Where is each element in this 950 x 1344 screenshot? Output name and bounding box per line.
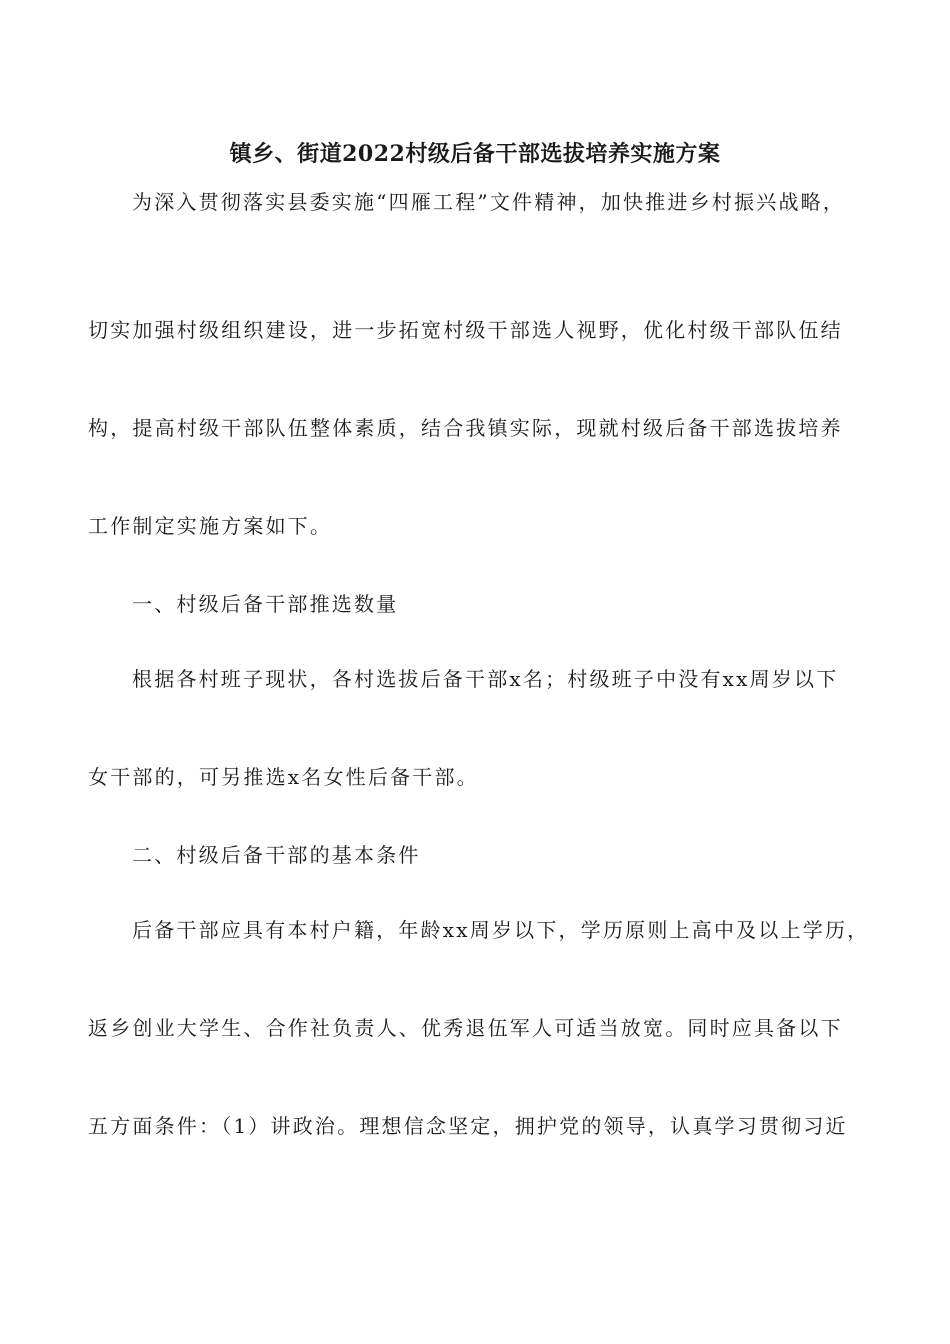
paragraph-line: 女干部的，可另推选x名女性后备干部。 [88, 765, 479, 789]
paragraph-line: 根据各村班子现状，各村选拔后备干部x名；村级班子中没有xx周岁以下 [132, 667, 839, 691]
paragraph-line: 切实加强村级组织建设，进一步拓宽村级干部选人视野，优化村级干部队伍结 [88, 318, 843, 342]
paragraph-line: 构，提高村级干部队伍整体素质，结合我镇实际，现就村级后备干部选拔培养 [88, 416, 843, 440]
document-title: 镇乡、街道2022村级后备干部选拔培养实施方案 [229, 141, 721, 167]
section-heading: 一、村级后备干部推选数量 [132, 592, 399, 616]
paragraph-line: 五方面条件：（1）讲政治。理想信念坚定，拥护党的领导，认真学习贯彻习近 [88, 1114, 848, 1138]
section-heading: 二、村级后备干部的基本条件 [132, 843, 421, 867]
paragraph-line: 为深入贯彻落实县委实施“四雁工程”文件精神，加快推进乡村振兴战略， [132, 190, 846, 214]
paragraph-line: 后备干部应具有本村户籍，年龄xx周岁以下，学历原则上高中及以上学历， [132, 918, 870, 942]
paragraph-line: 返乡创业大学生、合作社负责人、优秀退伍军人可适当放宽。同时应具备以下 [88, 1016, 843, 1040]
paragraph-line: 工作制定实施方案如下。 [88, 514, 333, 538]
